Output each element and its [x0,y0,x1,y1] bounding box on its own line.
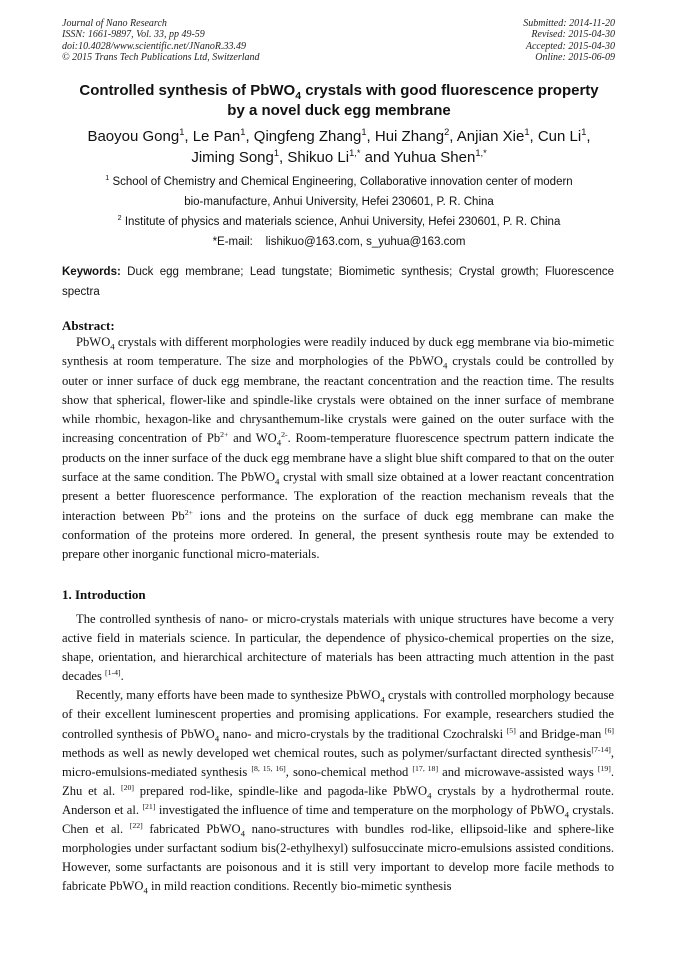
citation: [8, 15, 16] [251,763,286,773]
journal-name: Journal of Nano Research [62,18,167,29]
revised-date: Revised: 2015-04-30 [531,29,615,41]
author-list: Baoyou Gong$^1$, Le Pan$^1$, Qingfeng Zhang$^1$, Hui Zhang$^2$, Anjian Xie$^1$, Cun Li$^1$, Jiming Song$^1$, Shikuo $Li^{1,*}$ and Yuhua Shen$^{1,*}$ [87,127,591,166]
affiliation-2: $^2$ Institute of physics and materials science, Anhui University, Hefei 230601, P. R. China [117,214,561,228]
affiliation-1-cont: bio-manufacture, Anhui University, Hefei 230601, P. R. China [184,196,494,208]
author-name: Le Pan [192,128,241,145]
intro-paragraph: The controlled synthesis of nano- or micro-crystals materials with unique structures have become a very active field in materials science. In particular, the dependence of physico-chemical properties on the size, shape, orientation, and hierarchical architecture of materials has been attracting much attention in the past decades [1-4]. [62,612,614,684]
author-name: Baoyou Gong [87,128,180,145]
author-name: Hui Zhang [374,128,445,145]
affiliations [62,172,616,252]
copyright-line: © 2015 Trans Tech Publications Ltd, Switzerland [62,51,260,63]
issn-line: ISSN: 1661-9897, Vol. 33, pp 49-59 [62,29,205,41]
abstract-body: PbWO$_4$ crystals with different morphologies were readily induced by duck egg membrane via bio-mimetic synthesis at room temperature. The size and morphologies of the PbWO$_4$ crystals could be controlled by outer or inner surface of duck egg membrane, the reactant concentration and the reaction time. The results show that spherical, flower-like and spindle-like crystals were obtained on the inner surface of membrane while rhombic, hexagon-like and chrysanthemum-like crystals were gained on the outer surface with the increasing concentration of $Pb^{2+}$ and $WO_4^{2-}$. Room-temperature fluorescence spectrum pattern indicate the products on the inner surface of the duck egg membrane have a slight blue shift compared to that on the outer surface at the same condition. The PbWO$_4$ crystal with small size obtained at a lower reactant concentration present a better fluorescence performance. The exploration of the reaction mechanism reveals that the interaction between $Pb^{2+}$ ions and the proteins on the surface of duck egg membrane can make the conformation of the proteins more ordered. In general, the present synthesis route may be extended to prepare other inorganic functional micro-materials. [62,335,615,562]
author-name: Jiming Song [191,149,274,166]
affiliation-1: $^1$ School of Chemistry and Chemical Engineering, Collaborative innovation center of modern [105,174,573,188]
section-heading-introduction: 1. Introduction [62,587,146,602]
keywords-text: Duck egg membrane; Lead tungstate; Biomimetic synthesis; Crystal growth; Fluorescence spectra [62,266,614,298]
author-name: Anjian Xie [456,128,525,145]
keywords [62,263,614,302]
citation: [19] [597,763,611,773]
citation: [17, 18] [412,763,439,773]
author-name: Yuhua Shen [393,149,476,166]
citation: [6] [604,725,614,735]
abstract-heading: Abstract: [62,318,115,333]
citation: [5] [506,725,516,735]
citation: [22] [129,820,143,830]
citation: [1-4] [105,668,121,678]
author-name: Shikuo Li [287,149,350,166]
contact-email: *E-mail: lishikuo@163.com, s_yuhua@163.com [212,236,466,248]
journal-header-left [62,18,260,63]
author-name: Qingfeng Zhang [253,128,362,145]
citation: [7-14] [591,744,611,754]
introduction-body [62,610,614,896]
doi-line: doi:10.4028/www.scientific.net/JNanoR.33.49 [62,40,246,52]
keywords-label: Keywords: [62,266,121,278]
accepted-date: Accepted: 2015-04-30 [525,40,615,52]
citation: [21] [142,801,156,811]
paper-title: Controlled synthesis of PbWO$_4$ crystals with good fluorescence property by a novel duck egg membrane [79,82,599,119]
submitted-date: Submitted: 2014-11-20 [523,18,615,29]
citation: [20] [120,782,134,792]
author-name: Cun Li [537,128,582,145]
journal-header-right [523,18,615,63]
online-date: Online: 2015-06-09 [535,51,615,63]
intro-paragraph: Recently, many efforts have been made to synthesize PbWO$_4$ crystals with controlled morphology because of their excellent luminescent properties and promising applications. For example, researchers studied the controlled synthesis of PbWO$_4$ nano- and micro-crystals by the traditional Czochralski [5] and Bridge-man [6] methods as well as newly developed wet chemical routes, such as polymer/surfactant directed synthesis[7-14], micro-emulsions-mediated synthesis [8, 15, 16], sono-chemical method [17, 18] and microwave-assisted ways [19]. Zhu et al. [20] prepared rod-like, spindle-like and pagoda-like PbWO$_4$ crystals by a hydrothermal route. Anderson et al. [21] investigated the influence of time and temperature on the morphology of PbWO$_4$ crystals. Chen et al. [22] fabricated PbWO$_4$ nano-structures with bundles rod-like, ellipsoid-like and sphere-like morphologies under surfactant sodium bis(2-ethylhexyl) sulfosuccinate micro-emulsions assisted conditions. However, some surfactants are poisonous and it is still very important to develop more facile methods to fabricate PbWO$_4$ in mild reaction conditions. Recently bio-mimetic synthesis [62,688,615,896]
